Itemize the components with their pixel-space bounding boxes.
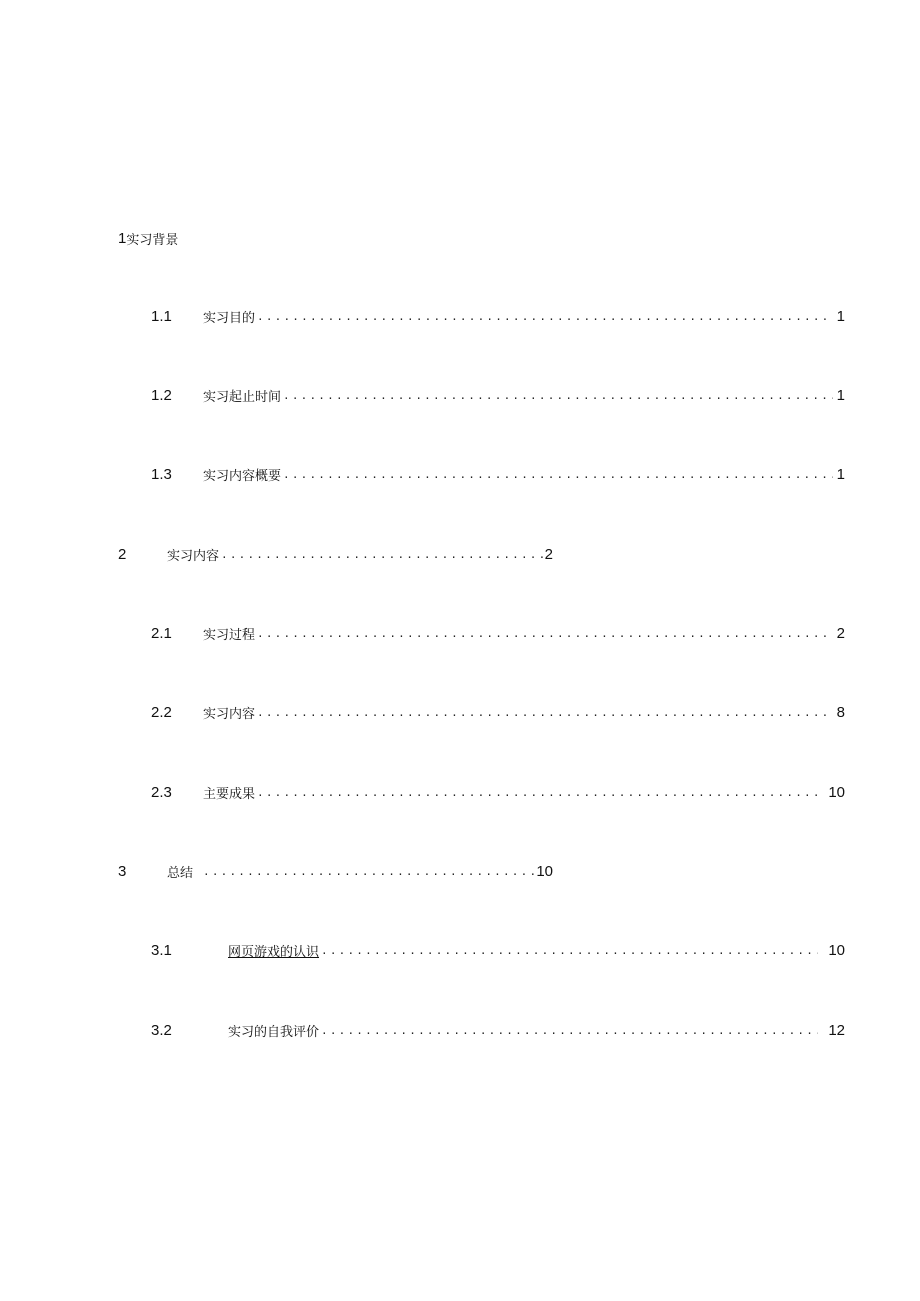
toc-page-number: 2 <box>544 545 553 563</box>
toc-page-number: 10 <box>828 783 845 801</box>
toc-entry-1-3[interactable] <box>151 462 845 486</box>
toc-number: 2.3 <box>151 783 172 801</box>
toc-chapter-3[interactable] <box>118 859 553 883</box>
toc-leader-dots <box>257 786 818 799</box>
toc-number: 2 <box>118 545 127 563</box>
toc-number: 3.1 <box>151 941 172 959</box>
toc-title-link[interactable]: 网页游戏的认识 <box>228 944 320 960</box>
toc-page-number: 1 <box>836 307 845 325</box>
toc-page-number: 8 <box>836 703 845 721</box>
toc-title: 实习过程 <box>203 627 256 643</box>
toc-leader-dots <box>321 944 818 957</box>
toc-number: 3.2 <box>151 1021 172 1039</box>
toc-number: 1.1 <box>151 307 172 325</box>
toc-entry-2-3[interactable] <box>151 780 845 804</box>
toc-entry-1-2[interactable] <box>151 383 845 407</box>
toc-title: 实习内容 <box>203 706 256 722</box>
toc-leader-dots <box>283 468 833 481</box>
toc-chapter-1 <box>118 226 178 250</box>
toc-number: 1 <box>118 229 127 247</box>
toc-title: 实习的自我评价 <box>228 1024 320 1040</box>
toc-page-number: 10 <box>828 941 845 959</box>
toc-entry-3-2[interactable] <box>151 1018 845 1042</box>
toc-number: 1.2 <box>151 386 172 404</box>
toc-leader-dots <box>321 1024 818 1037</box>
toc-page-number: 1 <box>836 386 845 404</box>
toc-chapter-2[interactable] <box>118 542 553 566</box>
toc-title: 实习背景 <box>126 232 179 248</box>
toc-leader-dots <box>257 627 833 640</box>
toc-leader-dots <box>257 310 833 323</box>
toc-number: 1.3 <box>151 465 172 483</box>
toc-page-number: 2 <box>836 624 845 642</box>
toc-title: 主要成果 <box>203 786 256 802</box>
toc-title: 实习内容 <box>167 548 220 564</box>
toc-entry-2-1[interactable] <box>151 621 845 645</box>
toc-entry-1-1[interactable] <box>151 304 845 328</box>
toc-page-number: 10 <box>536 862 553 880</box>
toc-leader-dots <box>283 389 833 402</box>
toc-title: 实习起止时间 <box>203 389 282 405</box>
toc-leader-dots <box>221 548 543 561</box>
toc-leader-dots <box>257 706 833 719</box>
toc-entry-3-1[interactable] <box>151 938 845 962</box>
toc-title: 实习内容概要 <box>203 468 282 484</box>
toc-number: 3 <box>118 862 127 880</box>
toc-number: 2.1 <box>151 624 172 642</box>
toc-entry-2-2[interactable] <box>151 700 845 724</box>
toc-title: 实习目的 <box>203 310 256 326</box>
toc-page-number: 1 <box>836 465 845 483</box>
toc-leader-dots <box>203 865 534 878</box>
toc-page-number: 12 <box>828 1021 845 1039</box>
toc-title: 总结 <box>167 865 194 881</box>
toc-number: 2.2 <box>151 703 172 721</box>
